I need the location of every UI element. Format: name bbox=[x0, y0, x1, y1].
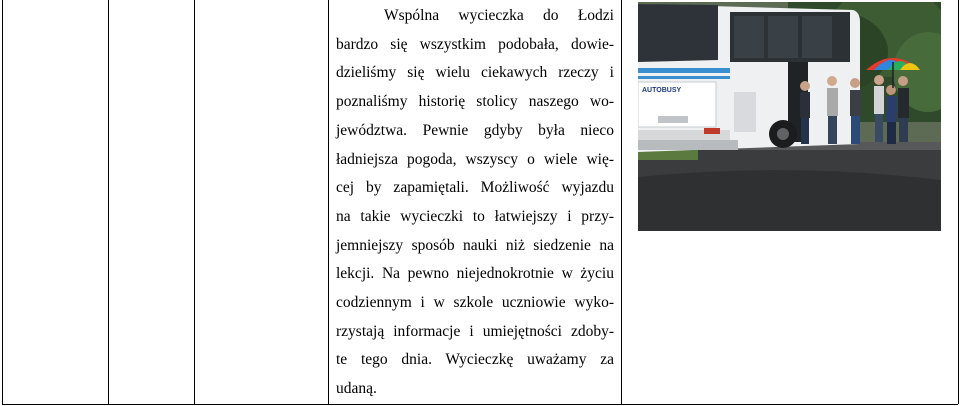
paragraph-line: Wspólna wycieczka do Łodzi bbox=[384, 7, 614, 24]
paragraph-line: poznaliśmy historię stolicy naszego wo- bbox=[336, 93, 614, 111]
bus-sign-text: AUTOBUSY bbox=[642, 87, 682, 94]
paragraph-line: dzieliśmy się wielu ciekawych rzeczy i bbox=[336, 64, 614, 82]
paragraph-line: te tego dnia. Wycieczkę uważamy za bbox=[336, 351, 614, 369]
table-column-divider bbox=[328, 0, 329, 404]
paragraph-line: udaną. bbox=[336, 380, 377, 398]
paragraph-line: rzystają informacje i umiejętności zdoby- bbox=[336, 322, 614, 340]
table-column-divider bbox=[108, 0, 109, 404]
paragraph-line: ładniejsza pogoda, wszyscy o wiele wię- bbox=[336, 150, 614, 168]
table-column-divider bbox=[621, 0, 622, 404]
text-cell bbox=[336, 2, 614, 404]
paragraph-line: jemniejszy sposób nauki niż siedzenie na bbox=[336, 236, 614, 254]
paragraph-line: bardzo się wszystkim podobała, dowie- bbox=[336, 35, 614, 53]
paragraph-line: na takie wycieczki to łatwiejszy i przy- bbox=[336, 207, 614, 225]
paragraph-line: lekcji. Na pewno niejednokrotnie w życiu bbox=[336, 265, 614, 283]
bus-photo-illustration bbox=[638, 2, 941, 231]
table-border-right bbox=[958, 0, 959, 404]
trip-photo bbox=[638, 2, 941, 231]
table-border-bottom bbox=[2, 404, 958, 405]
paragraph-line: cej by zapamiętali. Możliwość wyjazdu bbox=[336, 179, 614, 197]
table-column-divider bbox=[194, 0, 195, 404]
trip-description-paragraph bbox=[336, 2, 614, 404]
paragraph-line: codziennym i w szkole uczniowie wyko- bbox=[336, 294, 614, 312]
paragraph-line: jewództwa. Pewnie gdyby była nieco bbox=[336, 121, 614, 139]
table-border-left bbox=[2, 0, 3, 404]
